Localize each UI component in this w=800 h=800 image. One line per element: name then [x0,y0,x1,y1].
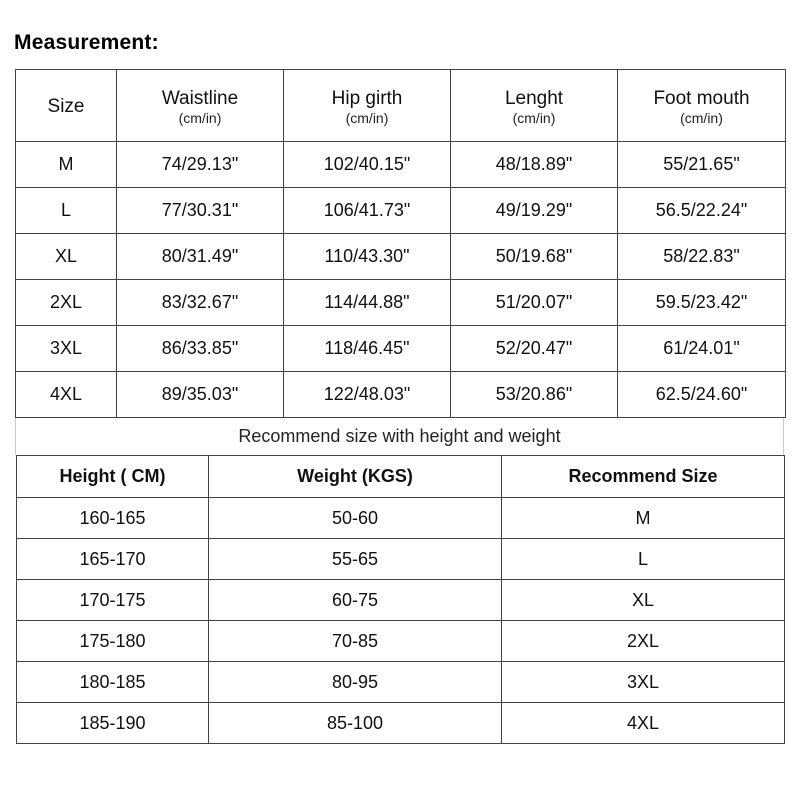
header-hip-girth [284,70,451,142]
cell-weight: 55-65 [209,539,502,580]
cell-size: 4XL [16,372,117,418]
cell-hip-girth: 102/40.15" [284,142,451,188]
cell-waistline: 89/35.03" [117,372,284,418]
table-row [16,234,786,280]
table-row [16,188,786,234]
cell-foot-mouth: 56.5/22.24" [618,188,786,234]
cell-height: 165-170 [17,539,209,580]
cell-hip-girth: 110/43.30" [284,234,451,280]
cell-height: 180-185 [17,662,209,703]
cell-recommend-size: 4XL [502,703,785,744]
cell-foot-mouth: 59.5/23.42" [618,280,786,326]
table-row [16,280,786,326]
header-label: Size [47,95,85,117]
cell-hip-girth: 122/48.03" [284,372,451,418]
cell-size: L [16,188,117,234]
cell-size: 2XL [16,280,117,326]
table-row [16,372,786,418]
cell-length: 53/20.86" [451,372,618,418]
cell-hip-girth: 106/41.73" [284,188,451,234]
cell-recommend-size: M [502,498,785,539]
cell-length: 51/20.07" [451,280,618,326]
cell-length: 52/20.47" [451,326,618,372]
cell-waistline: 86/33.85" [117,326,284,372]
table-row [17,662,785,703]
page-title: Measurement: [14,31,159,54]
cell-hip-girth: 118/46.45" [284,326,451,372]
header-label: Waistline [161,87,239,109]
cell-length: 49/19.29" [451,188,618,234]
cell-height: 170-175 [17,580,209,621]
cell-foot-mouth: 55/21.65" [618,142,786,188]
header-recommend-size: Recommend Size [502,456,785,498]
cell-waistline: 83/32.67" [117,280,284,326]
header-size [16,70,117,142]
cell-foot-mouth: 58/22.83" [618,234,786,280]
header-weight: Weight (KGS) [209,456,502,498]
measurement-table [15,69,786,418]
table-row [17,539,785,580]
cell-waistline: 74/29.13" [117,142,284,188]
cell-recommend-size: XL [502,580,785,621]
cell-length: 50/19.68" [451,234,618,280]
cell-weight: 60-75 [209,580,502,621]
cell-weight: 70-85 [209,621,502,662]
recommend-table [16,455,785,744]
header-foot-mouth [618,70,786,142]
cell-weight: 80-95 [209,662,502,703]
table-row [16,142,786,188]
cell-hip-girth: 114/44.88" [284,280,451,326]
header-label: Lenght [504,87,564,109]
cell-size: 3XL [16,326,117,372]
header-unit: (cm/in) [178,109,222,126]
cell-waistline: 77/30.31" [117,188,284,234]
cell-height: 175-180 [17,621,209,662]
cell-recommend-size: 3XL [502,662,785,703]
header-unit: (cm/in) [512,109,556,126]
header-label: Foot mouth [653,87,750,109]
header-label: Hip girth [331,87,403,109]
cell-size: XL [16,234,117,280]
header-unit: (cm/in) [680,109,723,126]
measurement-header-row [16,70,786,142]
header-unit: (cm/in) [345,109,389,126]
cell-foot-mouth: 61/24.01" [618,326,786,372]
header-waistline [117,70,284,142]
table-row [17,621,785,662]
cell-waistline: 80/31.49" [117,234,284,280]
recommend-header-row [17,456,785,498]
cell-recommend-size: L [502,539,785,580]
cell-height: 160-165 [17,498,209,539]
table-row [17,498,785,539]
cell-foot-mouth: 62.5/24.60" [618,372,786,418]
cell-length: 48/18.89" [451,142,618,188]
table-row [16,326,786,372]
table-row [17,703,785,744]
recommend-banner: Recommend size with height and weight [15,418,784,455]
cell-recommend-size: 2XL [502,621,785,662]
header-length [451,70,618,142]
cell-height: 185-190 [17,703,209,744]
cell-weight: 50-60 [209,498,502,539]
cell-weight: 85-100 [209,703,502,744]
header-height: Height ( CM) [17,456,209,498]
cell-size: M [16,142,117,188]
table-row [17,580,785,621]
